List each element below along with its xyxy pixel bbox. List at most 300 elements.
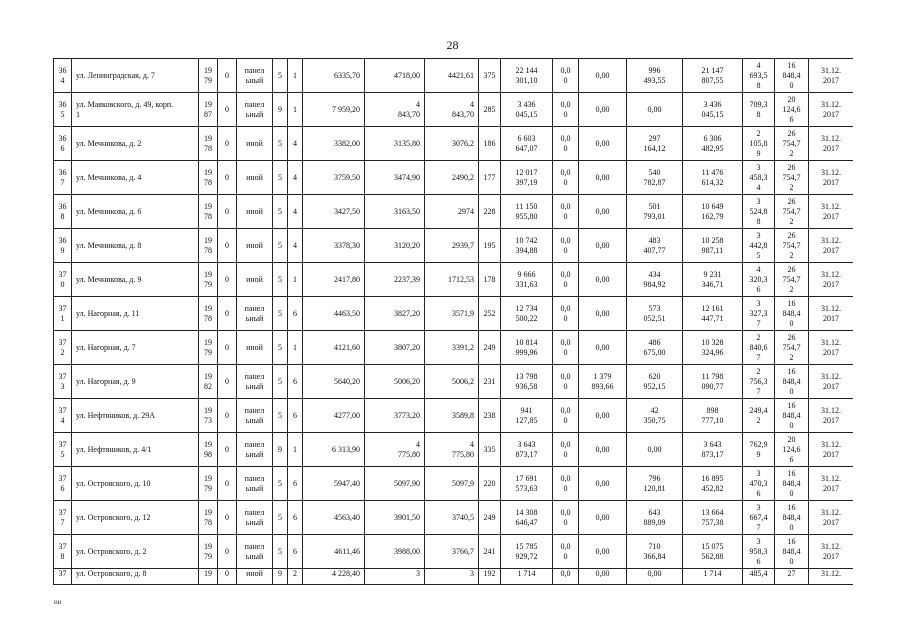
wall-material-cell: панел ьный: [237, 93, 273, 127]
year-built-cell: 19 78: [199, 297, 218, 331]
year-built-cell: 19 78: [199, 127, 218, 161]
floors-cell: 5: [273, 297, 288, 331]
total-cost-cell: 13 798 936,58: [501, 365, 553, 399]
cost-per-sqm-cell: 3 958,3 6: [743, 535, 775, 569]
regional-funds-cell: 0,00: [579, 467, 627, 501]
living-area-cell: 3135,80: [365, 127, 425, 161]
row-number-cell: 37 2: [54, 331, 72, 365]
floors-cell: 5: [273, 467, 288, 501]
total-cost-cell: 22 144 301,10: [501, 59, 553, 93]
owner-funds-cell: 13 664 757,38: [683, 501, 743, 535]
table-row: [54, 127, 854, 161]
table-container: [53, 58, 853, 585]
year-commissioned-cell: 0: [218, 127, 237, 161]
local-funds-cell: 0,00: [627, 433, 683, 467]
wall-material-cell: иной: [237, 161, 273, 195]
local-funds-cell: 483 407,77: [627, 229, 683, 263]
total-cost-cell: 12 734 500,22: [501, 297, 553, 331]
entrances-cell: 1: [288, 331, 303, 365]
address-cell: ул. Мечникова, д. 2: [72, 127, 199, 161]
table-row: [54, 93, 854, 127]
total-area-cell: 5947,40: [303, 467, 365, 501]
federal-funds-cell: 0,0 0: [553, 229, 579, 263]
total-area-cell: 4277,00: [303, 399, 365, 433]
page-number: 28: [446, 38, 459, 52]
total-cost-cell: 10 742 394,88: [501, 229, 553, 263]
residents-cell: 177: [479, 161, 501, 195]
owner-funds-cell: 11 476 614,32: [683, 161, 743, 195]
year-commissioned-cell: 0: [218, 331, 237, 365]
year-commissioned-cell: 0: [218, 93, 237, 127]
owner-funds-cell: 9 231 346,71: [683, 263, 743, 297]
row-number-cell: 37 6: [54, 467, 72, 501]
private-area-cell: 2490,2: [425, 161, 479, 195]
max-cost-per-sqm-cell: 16 848,4 0: [775, 59, 809, 93]
year-built-cell: 19 87: [199, 93, 218, 127]
floors-cell: 9: [273, 569, 288, 585]
completion-date-cell: 31.12. 2017: [809, 535, 854, 569]
year-commissioned-cell: 0: [218, 229, 237, 263]
table-row: [54, 399, 854, 433]
year-commissioned-cell: 0: [218, 161, 237, 195]
entrances-cell: 6: [288, 399, 303, 433]
regional-funds-cell: 0,00: [579, 59, 627, 93]
floors-cell: 5: [273, 399, 288, 433]
row-number-cell: 37 4: [54, 399, 72, 433]
regional-funds-cell: 0,00: [579, 127, 627, 161]
max-cost-per-sqm-cell: 20 124,6 6: [775, 93, 809, 127]
federal-funds-cell: 0,0 0: [553, 161, 579, 195]
regional-funds-cell: 1 379 893,66: [579, 365, 627, 399]
owner-funds-cell: 10 328 324,96: [683, 331, 743, 365]
row-number-cell: 36 9: [54, 229, 72, 263]
living-area-cell: 4718,00: [365, 59, 425, 93]
total-area-cell: 4563,40: [303, 501, 365, 535]
private-area-cell: 2974: [425, 195, 479, 229]
entrances-cell: 2: [288, 569, 303, 585]
total-cost-cell: 3 436 045,15: [501, 93, 553, 127]
federal-funds-cell: 0,0 0: [553, 433, 579, 467]
living-area-cell: 5006,20: [365, 365, 425, 399]
residents-cell: 195: [479, 229, 501, 263]
private-area-cell: 1712,53: [425, 263, 479, 297]
row-number-cell: 37 3: [54, 365, 72, 399]
housing-register-table: [53, 58, 853, 585]
wall-material-cell: иной: [237, 127, 273, 161]
total-area-cell: 3378,30: [303, 229, 365, 263]
owner-funds-cell: 12 161 447,71: [683, 297, 743, 331]
year-built-cell: 19 79: [199, 535, 218, 569]
residents-cell: 335: [479, 433, 501, 467]
wall-material-cell: иной: [237, 569, 273, 585]
cost-per-sqm-cell: 709,3 8: [743, 93, 775, 127]
private-area-cell: 3: [425, 569, 479, 585]
completion-date-cell: 31.12. 2017: [809, 399, 854, 433]
max-cost-per-sqm-cell: 16 848,4 0: [775, 297, 809, 331]
wall-material-cell: панел ьный: [237, 297, 273, 331]
private-area-cell: 4 843,70: [425, 93, 479, 127]
row-number-cell: 36 5: [54, 93, 72, 127]
row-number-cell: 37 5: [54, 433, 72, 467]
year-commissioned-cell: 0: [218, 569, 237, 585]
year-built-cell: 19 78: [199, 229, 218, 263]
federal-funds-cell: 0,0 0: [553, 59, 579, 93]
table-row: [54, 535, 854, 569]
year-commissioned-cell: 0: [218, 467, 237, 501]
year-built-cell: 19 82: [199, 365, 218, 399]
private-area-cell: 3740,5: [425, 501, 479, 535]
entrances-cell: 6: [288, 501, 303, 535]
federal-funds-cell: 0,0 0: [553, 399, 579, 433]
year-built-cell: 19: [199, 569, 218, 585]
entrances-cell: 1: [288, 433, 303, 467]
regional-funds-cell: 0,00: [579, 229, 627, 263]
private-area-cell: 5006,2: [425, 365, 479, 399]
entrances-cell: 1: [288, 263, 303, 297]
table-row: [54, 501, 854, 535]
living-area-cell: 3773,20: [365, 399, 425, 433]
regional-funds-cell: 0,00: [579, 331, 627, 365]
wall-material-cell: панел ьный: [237, 501, 273, 535]
local-funds-cell: 0,00: [627, 569, 683, 585]
private-area-cell: 3571,9: [425, 297, 479, 331]
residents-cell: 231: [479, 365, 501, 399]
total-area-cell: 3382,00: [303, 127, 365, 161]
completion-date-cell: 31.12. 2017: [809, 93, 854, 127]
federal-funds-cell: 0,0: [553, 569, 579, 585]
cost-per-sqm-cell: 2 756,3 7: [743, 365, 775, 399]
footnote-mark: ии: [54, 598, 62, 606]
year-built-cell: 19 98: [199, 433, 218, 467]
completion-date-cell: 31.12. 2017: [809, 331, 854, 365]
local-funds-cell: 0,00: [627, 93, 683, 127]
local-funds-cell: 620 952,15: [627, 365, 683, 399]
regional-funds-cell: 0,00: [579, 535, 627, 569]
floors-cell: 5: [273, 365, 288, 399]
residents-cell: 375: [479, 59, 501, 93]
federal-funds-cell: 0,0 0: [553, 331, 579, 365]
total-area-cell: 4463,50: [303, 297, 365, 331]
local-funds-cell: 796 120,81: [627, 467, 683, 501]
private-area-cell: 4421,61: [425, 59, 479, 93]
address-cell: ул. Мечникова, д. 6: [72, 195, 199, 229]
year-built-cell: 19 79: [199, 59, 218, 93]
cost-per-sqm-cell: 3 458,3 4: [743, 161, 775, 195]
wall-material-cell: иной: [237, 263, 273, 297]
cost-per-sqm-cell: 249,4 2: [743, 399, 775, 433]
completion-date-cell: 31.12. 2017: [809, 433, 854, 467]
owner-funds-cell: 898 777,10: [683, 399, 743, 433]
row-number-cell: 36 7: [54, 161, 72, 195]
row-number-cell: 36 4: [54, 59, 72, 93]
local-funds-cell: 710 366,84: [627, 535, 683, 569]
local-funds-cell: 42 350,75: [627, 399, 683, 433]
completion-date-cell: 31.12. 2017: [809, 263, 854, 297]
max-cost-per-sqm-cell: 27: [775, 569, 809, 585]
completion-date-cell: 31.12. 2017: [809, 127, 854, 161]
owner-funds-cell: 10 649 162,79: [683, 195, 743, 229]
federal-funds-cell: 0,0 0: [553, 365, 579, 399]
total-cost-cell: 9 666 331,63: [501, 263, 553, 297]
cost-per-sqm-cell: 3 470,3 6: [743, 467, 775, 501]
floors-cell: 5: [273, 229, 288, 263]
cost-per-sqm-cell: 3 442,8 5: [743, 229, 775, 263]
residents-cell: 238: [479, 399, 501, 433]
wall-material-cell: иной: [237, 195, 273, 229]
address-cell: ул. Ленинградская, д. 7: [72, 59, 199, 93]
living-area-cell: 3474,90: [365, 161, 425, 195]
max-cost-per-sqm-cell: 16 848,4 0: [775, 399, 809, 433]
federal-funds-cell: 0,0 0: [553, 501, 579, 535]
address-cell: ул. Нефтяников, д. 4/1: [72, 433, 199, 467]
table-row: [54, 433, 854, 467]
private-area-cell: 3076,2: [425, 127, 479, 161]
floors-cell: 9: [273, 433, 288, 467]
private-area-cell: 3589,8: [425, 399, 479, 433]
year-commissioned-cell: 0: [218, 399, 237, 433]
year-commissioned-cell: 0: [218, 433, 237, 467]
row-number-cell: 37 0: [54, 263, 72, 297]
living-area-cell: 3827,20: [365, 297, 425, 331]
entrances-cell: 4: [288, 195, 303, 229]
year-commissioned-cell: 0: [218, 501, 237, 535]
federal-funds-cell: 0,0 0: [553, 93, 579, 127]
total-area-cell: 4121,60: [303, 331, 365, 365]
living-area-cell: 5097,90: [365, 467, 425, 501]
total-area-cell: 3427,50: [303, 195, 365, 229]
private-area-cell: 3766,7: [425, 535, 479, 569]
max-cost-per-sqm-cell: 26 754,7 2: [775, 229, 809, 263]
local-funds-cell: 434 984,92: [627, 263, 683, 297]
regional-funds-cell: 0,00: [579, 161, 627, 195]
local-funds-cell: 540 782,87: [627, 161, 683, 195]
address-cell: ул. Мечникова, д. 4: [72, 161, 199, 195]
floors-cell: 9: [273, 93, 288, 127]
completion-date-cell: 31.12. 2017: [809, 297, 854, 331]
completion-date-cell: 31.12. 2017: [809, 467, 854, 501]
table-row: [54, 331, 854, 365]
living-area-cell: 3901,50: [365, 501, 425, 535]
private-area-cell: 4 775,80: [425, 433, 479, 467]
table-row: [54, 59, 854, 93]
entrances-cell: 4: [288, 127, 303, 161]
total-area-cell: 7 959,20: [303, 93, 365, 127]
year-built-cell: 19 78: [199, 501, 218, 535]
entrances-cell: 4: [288, 229, 303, 263]
residents-cell: 192: [479, 569, 501, 585]
floors-cell: 5: [273, 535, 288, 569]
total-cost-cell: 12 017 397,19: [501, 161, 553, 195]
table-row: [54, 467, 854, 501]
cost-per-sqm-cell: 3 667,4 7: [743, 501, 775, 535]
living-area-cell: 3120,20: [365, 229, 425, 263]
residents-cell: 178: [479, 263, 501, 297]
table-row: [54, 365, 854, 399]
owner-funds-cell: 21 147 807,55: [683, 59, 743, 93]
local-funds-cell: 573 052,51: [627, 297, 683, 331]
total-area-cell: 4 228,40: [303, 569, 365, 585]
table-row: [54, 229, 854, 263]
regional-funds-cell: 0,00: [579, 93, 627, 127]
wall-material-cell: иной: [237, 229, 273, 263]
owner-funds-cell: 6 306 482,95: [683, 127, 743, 161]
year-commissioned-cell: 0: [218, 365, 237, 399]
max-cost-per-sqm-cell: 26 754,7 2: [775, 127, 809, 161]
max-cost-per-sqm-cell: 16 848,4 0: [775, 535, 809, 569]
address-cell: ул. Островского, д. 12: [72, 501, 199, 535]
total-cost-cell: 10 814 999,96: [501, 331, 553, 365]
owner-funds-cell: 3 643 873,17: [683, 433, 743, 467]
completion-date-cell: 31.12. 2017: [809, 501, 854, 535]
residents-cell: 220: [479, 467, 501, 501]
address-cell: ул. Маяковского, д. 49, корп. 1: [72, 93, 199, 127]
private-area-cell: 5097,9: [425, 467, 479, 501]
total-cost-cell: 15 785 929,72: [501, 535, 553, 569]
address-cell: ул. Нагорная, д. 9: [72, 365, 199, 399]
row-number-cell: 37: [54, 569, 72, 585]
entrances-cell: 6: [288, 297, 303, 331]
local-funds-cell: 486 675,00: [627, 331, 683, 365]
year-built-cell: 19 78: [199, 195, 218, 229]
max-cost-per-sqm-cell: 26 754,7 2: [775, 331, 809, 365]
year-commissioned-cell: 0: [218, 59, 237, 93]
residents-cell: 285: [479, 93, 501, 127]
year-built-cell: 19 79: [199, 263, 218, 297]
year-commissioned-cell: 0: [218, 195, 237, 229]
residents-cell: 228: [479, 195, 501, 229]
federal-funds-cell: 0,0 0: [553, 297, 579, 331]
max-cost-per-sqm-cell: 16 848,4 0: [775, 467, 809, 501]
year-built-cell: 19 79: [199, 467, 218, 501]
residents-cell: 186: [479, 127, 501, 161]
year-built-cell: 19 73: [199, 399, 218, 433]
floors-cell: 5: [273, 161, 288, 195]
local-funds-cell: 996 493,55: [627, 59, 683, 93]
living-area-cell: 4 843,70: [365, 93, 425, 127]
owner-funds-cell: 15 075 562,88: [683, 535, 743, 569]
floors-cell: 5: [273, 263, 288, 297]
year-commissioned-cell: 0: [218, 297, 237, 331]
table-row: [54, 263, 854, 297]
address-cell: ул. Мечникова, д. 8: [72, 229, 199, 263]
total-area-cell: 3759,50: [303, 161, 365, 195]
federal-funds-cell: 0,0 0: [553, 195, 579, 229]
address-cell: ул. Островского, д. 8: [72, 569, 199, 585]
address-cell: ул. Мечникова, д. 9: [72, 263, 199, 297]
completion-date-cell: 31.12. 2017: [809, 229, 854, 263]
total-cost-cell: 3 643 873,17: [501, 433, 553, 467]
total-cost-cell: 941 127,85: [501, 399, 553, 433]
cost-per-sqm-cell: 3 524,8 8: [743, 195, 775, 229]
total-cost-cell: 1 714: [501, 569, 553, 585]
year-built-cell: 19 79: [199, 331, 218, 365]
regional-funds-cell: 0,00: [579, 263, 627, 297]
local-funds-cell: 297 164,12: [627, 127, 683, 161]
year-commissioned-cell: 0: [218, 263, 237, 297]
living-area-cell: 3: [365, 569, 425, 585]
max-cost-per-sqm-cell: 20 124,6 6: [775, 433, 809, 467]
entrances-cell: 1: [288, 93, 303, 127]
max-cost-per-sqm-cell: 26 754,7 2: [775, 195, 809, 229]
wall-material-cell: иной: [237, 331, 273, 365]
row-number-cell: 36 6: [54, 127, 72, 161]
residents-cell: 249: [479, 331, 501, 365]
cost-per-sqm-cell: 4 693,5 8: [743, 59, 775, 93]
total-cost-cell: 6 603 647,07: [501, 127, 553, 161]
year-commissioned-cell: 0: [218, 535, 237, 569]
max-cost-per-sqm-cell: 26 754,7 2: [775, 263, 809, 297]
max-cost-per-sqm-cell: 16 848,4 0: [775, 365, 809, 399]
floors-cell: 5: [273, 331, 288, 365]
total-cost-cell: 11 150 955,80: [501, 195, 553, 229]
wall-material-cell: панел ьный: [237, 535, 273, 569]
cost-per-sqm-cell: 2 840,6 7: [743, 331, 775, 365]
living-area-cell: 4 775,80: [365, 433, 425, 467]
row-number-cell: 36 8: [54, 195, 72, 229]
private-area-cell: 3391,2: [425, 331, 479, 365]
local-funds-cell: 643 889,09: [627, 501, 683, 535]
cost-per-sqm-cell: 2 105,8 9: [743, 127, 775, 161]
table-row: [54, 569, 854, 585]
table-row: [54, 297, 854, 331]
floors-cell: 5: [273, 501, 288, 535]
federal-funds-cell: 0,0 0: [553, 535, 579, 569]
living-area-cell: 2237,39: [365, 263, 425, 297]
row-number-cell: 37 1: [54, 297, 72, 331]
address-cell: ул. Нагорная, д. 11: [72, 297, 199, 331]
table-row: [54, 161, 854, 195]
total-area-cell: 6335,70: [303, 59, 365, 93]
row-number-cell: 37 8: [54, 535, 72, 569]
total-area-cell: 6 313,90: [303, 433, 365, 467]
owner-funds-cell: 16 895 452,82: [683, 467, 743, 501]
owner-funds-cell: 1 714: [683, 569, 743, 585]
regional-funds-cell: 0,00: [579, 433, 627, 467]
wall-material-cell: панел ьный: [237, 365, 273, 399]
living-area-cell: 3807,20: [365, 331, 425, 365]
federal-funds-cell: 0,0 0: [553, 127, 579, 161]
regional-funds-cell: 0,00: [579, 297, 627, 331]
completion-date-cell: 31.12. 2017: [809, 365, 854, 399]
max-cost-per-sqm-cell: 16 848,4 0: [775, 501, 809, 535]
completion-date-cell: 31.12. 2017: [809, 161, 854, 195]
entrances-cell: 6: [288, 467, 303, 501]
year-built-cell: 19 78: [199, 161, 218, 195]
living-area-cell: 3163,50: [365, 195, 425, 229]
total-area-cell: 5640,20: [303, 365, 365, 399]
total-area-cell: 2417,80: [303, 263, 365, 297]
federal-funds-cell: 0,0 0: [553, 467, 579, 501]
floors-cell: 5: [273, 127, 288, 161]
max-cost-per-sqm-cell: 26 754,7 2: [775, 161, 809, 195]
address-cell: ул. Нефтяников, д. 29А: [72, 399, 199, 433]
residents-cell: 252: [479, 297, 501, 331]
completion-date-cell: 31.12.: [809, 569, 854, 585]
owner-funds-cell: 11 798 090,77: [683, 365, 743, 399]
completion-date-cell: 31.12. 2017: [809, 59, 854, 93]
cost-per-sqm-cell: 4 320,3 6: [743, 263, 775, 297]
total-cost-cell: 17 691 573,63: [501, 467, 553, 501]
cost-per-sqm-cell: 3 327,3 7: [743, 297, 775, 331]
residents-cell: 249: [479, 501, 501, 535]
table-row: [54, 195, 854, 229]
regional-funds-cell: 0,00: [579, 569, 627, 585]
cost-per-sqm-cell: 485,4: [743, 569, 775, 585]
local-funds-cell: 501 793,01: [627, 195, 683, 229]
residents-cell: 241: [479, 535, 501, 569]
floors-cell: 5: [273, 59, 288, 93]
private-area-cell: 2939,7: [425, 229, 479, 263]
